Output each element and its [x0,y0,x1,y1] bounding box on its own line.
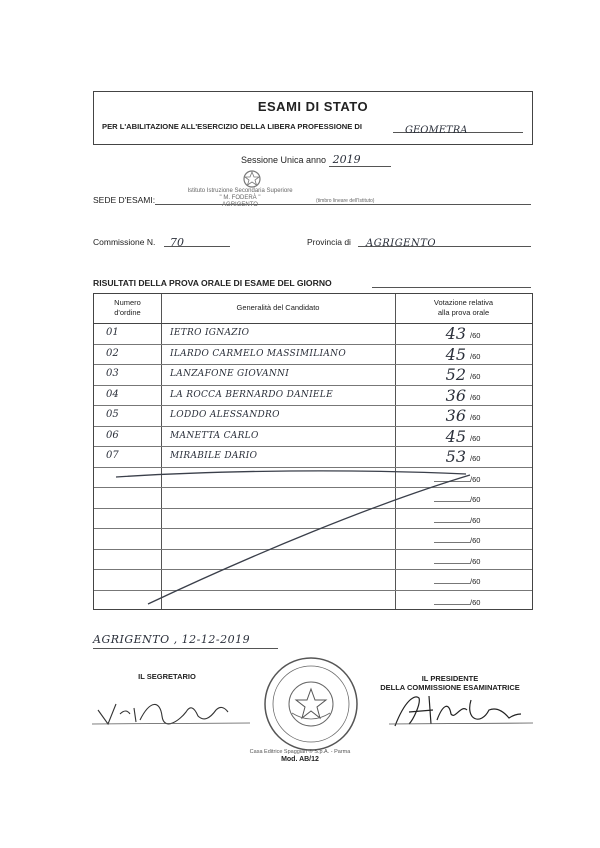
province-value: AGRIGENTO [366,238,437,249]
candidate-name: MANETTA CARLO [170,430,259,441]
score-denominator: /60 [470,515,481,525]
candidate-name: LANZAFONE GIOVANNI [170,369,290,379]
profession-value: GEOMETRA [405,125,468,136]
candidate-score: 45 [445,344,466,364]
province-label: Provincia di [307,237,351,247]
candidate-score: 36 [445,406,466,425]
score-denominator: /60 [470,597,481,607]
president-label: IL PRESIDENTE DELLA COMMISSIONE ESAMINATRICE [380,674,520,692]
session-year: 2019 [329,153,391,167]
cancellation-strokes [94,294,532,609]
score-denominator: /60 [470,536,481,545]
institute-note: (timbro lineare dell'Istituto) [316,198,375,204]
header-box [93,91,533,145]
score-denominator: /60 [470,413,481,422]
model-code: Mod. AB/12 [281,756,319,763]
header-name: Generalità del Candidato [236,303,320,312]
session-label: Sessione Unica anno [241,155,327,165]
official-seal [262,655,360,753]
commission-label: Commissione N. [93,237,156,247]
score-denominator: /60 [470,351,481,361]
sede-label: SEDE D'ESAMI: [93,195,156,205]
header-number: Numero d'ordine [114,298,141,317]
row-number: 04 [106,388,119,400]
secretary-label: IL SEGRETARIO [138,672,196,681]
score-denominator: /60 [470,331,481,340]
candidate-name: IETRO IGNAZIO [170,328,250,338]
president-signature [385,690,535,730]
results-title: RISULTATI DELLA PROVA ORALE DI ESAME DEL GIORNO [93,278,332,288]
results-table [93,293,533,610]
candidate-score: 43 [445,324,466,343]
commission-number: 70 [170,236,184,249]
candidate-name: LA ROCCA BERNARDO DANIELE [170,389,333,400]
score-denominator: /60 [470,474,481,484]
publisher: Casa Editrice Spaggiari ® S.p.A. - Parma [249,749,351,755]
score-denominator: /60 [470,495,481,504]
row-number: 03 [106,368,119,379]
candidate-score: 53 [445,447,466,466]
row-number: 05 [106,409,119,420]
candidate-score: 36 [445,385,466,405]
score-denominator: /60 [470,577,481,586]
candidate-name: ILARDO CARMELO MASSIMILIANO [170,348,347,359]
row-number: 07 [106,450,119,461]
row-number: 06 [106,429,119,441]
score-denominator: /60 [470,556,481,566]
score-denominator: /60 [470,372,481,381]
row-number: 02 [106,347,119,359]
place-date: AGRIGENTO , 12-12-2019 [93,633,251,646]
score-denominator: /60 [470,392,481,402]
header-vote: Votazione relativa alla prova orale [433,298,494,317]
document-title: ESAMI DI STATO [257,99,369,114]
document-subtitle: PER L'ABILITAZIONE ALL'ESERCIZIO DELLA LIBERA PROFESSIONE DI [102,122,362,131]
candidate-name: MIRABILE DARIO [170,451,258,461]
emblem-icon [241,168,263,190]
score-denominator: /60 [470,454,481,463]
candidate-score: 52 [445,365,466,384]
score-denominator: /60 [470,433,481,443]
secretary-signature [90,690,260,730]
institute-stamp: Istituto Istruzione Secondaria Superiore " M. FODERÀ " AGRIGENTO [187,188,293,208]
row-number: 01 [106,327,119,338]
candidate-name: LODDO ALESSANDRO [170,410,280,420]
candidate-score: 45 [445,426,466,446]
